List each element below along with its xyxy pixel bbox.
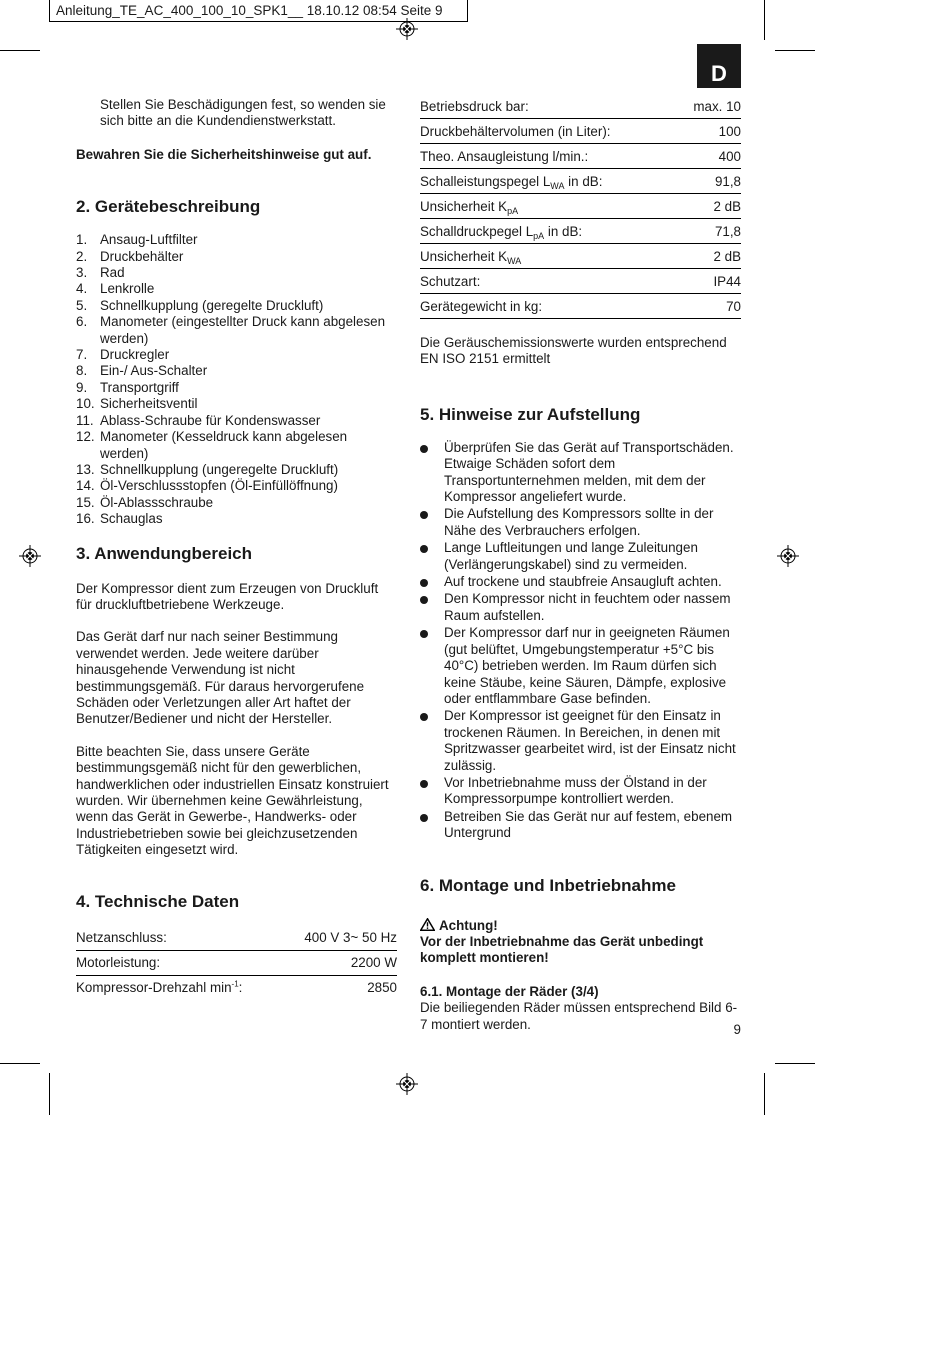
bullet-dot-icon	[420, 545, 428, 553]
table-row: Druckbehältervolumen (in Liter): 100	[420, 119, 741, 144]
table-row: Motorleistung: 2200 W	[76, 950, 397, 975]
table-row: Schutzart: IP44	[420, 269, 741, 294]
table-row: Schalleistungspegel $L_{WA}$ in dB: 91,8	[420, 169, 741, 194]
list-item: 10. Sicherheitsventil	[76, 396, 198, 412]
tech-data-table	[76, 926, 397, 1000]
table-row: Unsicherheit $K_{pA}$ 2 dB	[420, 194, 741, 219]
list-item: Lange Luftleitungen und lange Zuleitungen (Verlängerungskabel) sind zu vermeiden.	[420, 540, 741, 573]
list-item: 13. Schnellkupplung (ungeregelte Druckluft)	[76, 461, 339, 477]
list-item: 15. Öl-Ablassschraube	[76, 494, 214, 510]
section-4-title: 4. Technische Daten	[76, 891, 240, 911]
crop-mark	[764, 0, 765, 40]
usage-paragraph-1: Der Kompressor dient zum Erzeugen von Druckluft für druckluftbetriebene Werkzeuge.	[76, 580, 379, 612]
setup-bullet-list	[420, 440, 741, 842]
list-item: 12. Manometer (Kesseldruck kann abgelesen werden)	[76, 429, 348, 461]
section-3-title: 3. Anwendungbereich	[76, 543, 253, 563]
list-item: Vor Inbetriebnahme muss der Ölstand in der Kompressorpumpe kontrolliert werden.	[420, 775, 741, 808]
list-item: Betreiben Sie das Gerät nur auf festem, ebenem Untergrund	[420, 809, 741, 842]
list-item: 8. Ein-/ Aus-Schalter	[76, 363, 208, 379]
table-row: Gerätegewicht in kg: 70	[420, 294, 741, 319]
list-item: 4. Lenkrolle	[76, 281, 155, 297]
bullet-dot-icon	[420, 445, 428, 453]
registration-mark-icon	[396, 1073, 418, 1095]
section-5-title: 5. Hinweise zur Aufstellung	[420, 404, 641, 424]
crop-mark	[49, 1073, 50, 1115]
crop-mark	[49, 0, 50, 22]
warning-triangle-icon	[420, 918, 435, 931]
warning-text: Vor der Inbetriebnahme das Gerät unbedingt komplett montieren!	[420, 933, 704, 966]
intro-text: Stellen Sie Beschädigungen fest, so wenden sie sich bitte an die Kundendienstwerkstatt.	[100, 97, 386, 129]
language-badge: D	[697, 44, 741, 88]
spec-table	[420, 94, 741, 319]
table-row: Betriebsdruck bar: max. 10	[420, 94, 741, 119]
list-item: 14. Öl-Verschlussstopfen (Öl-Einfüllöffnung)	[76, 478, 338, 494]
registration-mark-icon	[777, 545, 799, 567]
registration-mark-icon	[19, 545, 41, 567]
list-item: 3. Rad	[76, 265, 125, 281]
crop-mark	[764, 1073, 765, 1115]
noise-note: Die Geräuschemissionswerte wurden entsprechend EN ISO 2151 ermittelt	[420, 335, 727, 367]
subsection-6-1-text: Die beiliegenden Räder müssen entsprechend Bild 6-7 montiert werden.	[420, 1000, 738, 1032]
table-row: Netzanschluss: 400 V 3~ 50 Hz	[76, 926, 397, 951]
table-row: Schalldruckpegel $L_{pA}$ in dB: 71,8	[420, 219, 741, 244]
registration-mark-icon	[396, 18, 418, 40]
table-row: Unsicherheit $K_{WA}$ 2 dB	[420, 244, 741, 269]
usage-paragraph-3: Bitte beachten Sie, dass unsere Geräte bestimmungsgemäß nicht für den gewerblichen, handwerklichen oder industriellen Einsatz konstruiert wurden. Wir übernehmen keine Gewährleistung, wenn das Gerät in Gewerbe-, Handwerks- oder Industriebetrieben sowie bei gleichzusetzenden Tätigkeiten eingesetzt wird.	[76, 743, 389, 858]
crop-mark	[0, 1063, 40, 1064]
subsection-6-1-title: 6.1. Montage der Räder (3/4)	[420, 983, 599, 999]
list-item: 6. Manometer (eingestellter Druck kann abgelesen werden)	[76, 314, 386, 346]
list-item: 16. Schauglas	[76, 511, 163, 527]
crop-mark	[775, 50, 815, 51]
bullet-dot-icon	[420, 579, 428, 587]
bullet-dot-icon	[420, 511, 428, 519]
section-2-title: 2. Gerätebeschreibung	[76, 197, 261, 217]
list-item: Auf trockene und staubfreie Ansaugluft achten.	[420, 574, 741, 590]
left-column	[76, 97, 397, 1000]
crop-mark	[0, 50, 40, 51]
table-row: Theo. Ansaugleistung l/min.: 400	[420, 144, 741, 169]
list-item: 9. Transportgriff	[76, 379, 179, 395]
parts-list	[76, 232, 397, 527]
list-item: 11. Ablass-Schraube für Kondenswasser	[76, 412, 321, 428]
list-item: Der Kompressor darf nur in geeigneten Räumen (gut belüftet, Umgebungstemperatur +5°C bis 40°C) betrieben werden. Im Raum dürfen sich keine Stäube, keine Säuren, Dämpfe, explosive oder entflammbare Gase befinden.	[420, 625, 741, 707]
bullet-dot-icon	[420, 630, 428, 638]
list-item: Der Kompressor ist geeignet für den Einsatz in trockenen Räumen. In Bereichen, in denen mit Spritzwasser gearbeitet wird, ist der Einsatz nicht zulässig.	[420, 708, 741, 774]
bullet-dot-icon	[420, 596, 428, 604]
list-item: 5. Schnellkupplung (geregelte Druckluft)	[76, 297, 324, 313]
list-item: 7. Druckregler	[76, 347, 170, 363]
bullet-dot-icon	[420, 780, 428, 788]
right-column	[420, 94, 741, 1033]
list-item: Überprüfen Sie das Gerät auf Transportschäden. Etwaige Schäden sofort dem Transportunternehmen melden, mit dem der Kompressor angeliefert wurde.	[420, 440, 741, 506]
section-6-title: 6. Montage und Inbetriebnahme	[420, 875, 676, 895]
file-header: Anleitung_TE_AC_400_100_10_SPK1__ 18.10.12 08:54 Seite 9	[49, 0, 468, 22]
crop-mark	[775, 1063, 815, 1064]
list-item: Den Kompressor nicht in feuchtem oder nassem Raum aufstellen.	[420, 591, 741, 624]
bullet-dot-icon	[420, 713, 428, 721]
list-item: 1. Ansaug-Luftfilter	[76, 232, 198, 248]
bullet-dot-icon	[420, 814, 428, 822]
warning-heading: Achtung!	[420, 918, 741, 934]
keep-safe-notice: Bewahren Sie die Sicherheitshinweise gut auf.	[76, 146, 372, 162]
usage-paragraph-2: Das Gerät darf nur nach seiner Bestimmung verwendet werden. Jede weitere darüber hinausgehende Verwendung ist nicht bestimmungsgemäß. Für daraus hervorgerufene Schäden oder Verletzungen aller Art haftet der Benutzer/Bediener und nicht der Hersteller.	[76, 629, 365, 727]
page-number: 9	[733, 1022, 741, 1037]
list-item: Die Aufstellung des Kompressors sollte in der Nähe des Verbrauchers erfolgen.	[420, 506, 741, 539]
table-row: Kompressor-Drehzahl $\min^{-1}$: 2850	[76, 979, 397, 996]
list-item: 2. Druckbehälter	[76, 248, 184, 264]
